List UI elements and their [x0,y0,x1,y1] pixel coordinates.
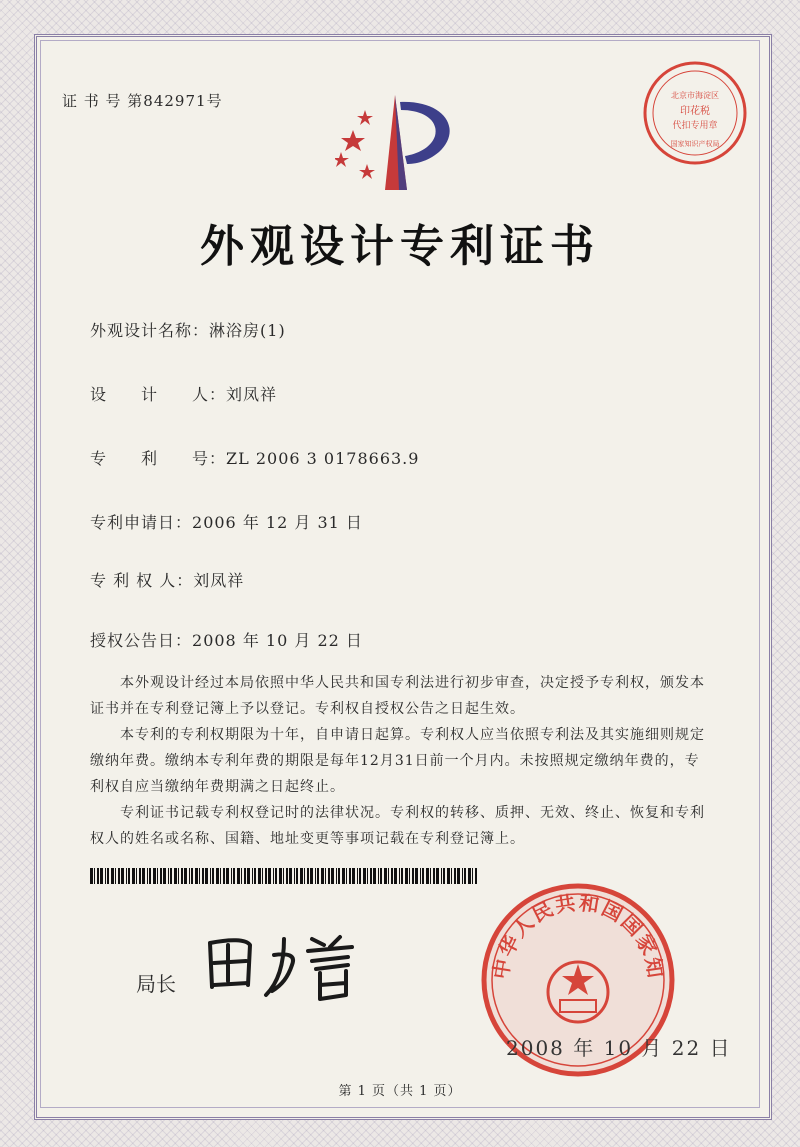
barcode [90,868,480,888]
field-label: 授权公告日： [90,631,193,650]
field-design-name [90,318,286,341]
svg-text:北京市海淀区: 北京市海淀区 [671,91,719,100]
tax-stamp-bottom: 国家知识产权局 [670,140,720,148]
field-designer [90,382,277,405]
field-label: 外观设计名称： [90,321,210,340]
tax-stamp-line1: 印花税 [680,106,710,117]
field-value: 2006 年 12 月 31 日 [192,513,363,532]
seal-text: 中华人民共和国国家知 [488,890,668,982]
field-value: ZL 2006 3 0178663.9 [226,449,420,468]
signer-label: 局长 [136,972,176,996]
field-value: 刘凤祥 [193,571,245,590]
field-patentee [90,568,244,591]
field-value: 刘凤祥 [226,385,278,404]
certificate-body [90,670,710,852]
patent-office-logo [335,90,465,204]
tax-stamp [640,58,750,172]
field-label: 设 计 人： [90,385,227,404]
certificate-number: 证 书 号 第842971号 [62,92,223,110]
director-signature [200,925,370,1009]
field-label: 专 利 权 人： [90,571,194,590]
body-paragraph: 本专利的专利权期限为十年，自申请日起算。专利权人应当依照专利法及其实施细则规定缴纳年费。缴纳本专利年费的期限是每年12月31日前一个月内。未按照规定缴纳年费的，专利权自应当缴纳年费期满之日起终止。 [90,727,705,795]
issue-date: 2008 年 10 月 22 日 [506,1036,732,1060]
certificate-title: 外观设计专利证书 [200,221,600,272]
field-application-date [90,510,363,533]
tax-stamp-line2: 代扣专用章 [672,121,718,131]
field-label: 专 利 号： [90,449,227,468]
field-patent-number [90,446,419,469]
field-value: 淋浴房(1) [209,321,286,340]
page-number: 第 1 页（共 1 页） [338,1084,462,1099]
field-value: 2008 年 10 月 22 日 [192,631,363,650]
field-grant-date [90,628,363,651]
body-paragraph: 专利证书记载专利权登记时的法律状况。专利权的转移、质押、无效、终止、恢复和专利权人的姓名或名称、国籍、地址变更等事项记载在专利登记簿上。 [90,805,705,847]
field-label: 专利申请日： [90,513,193,532]
body-paragraph: 本外观设计经过本局依照中华人民共和国专利法进行初步审查，决定授予专利权，颁发本证书并在专利登记簿上予以登记。专利权自授权公告之日起生效。 [90,675,705,717]
